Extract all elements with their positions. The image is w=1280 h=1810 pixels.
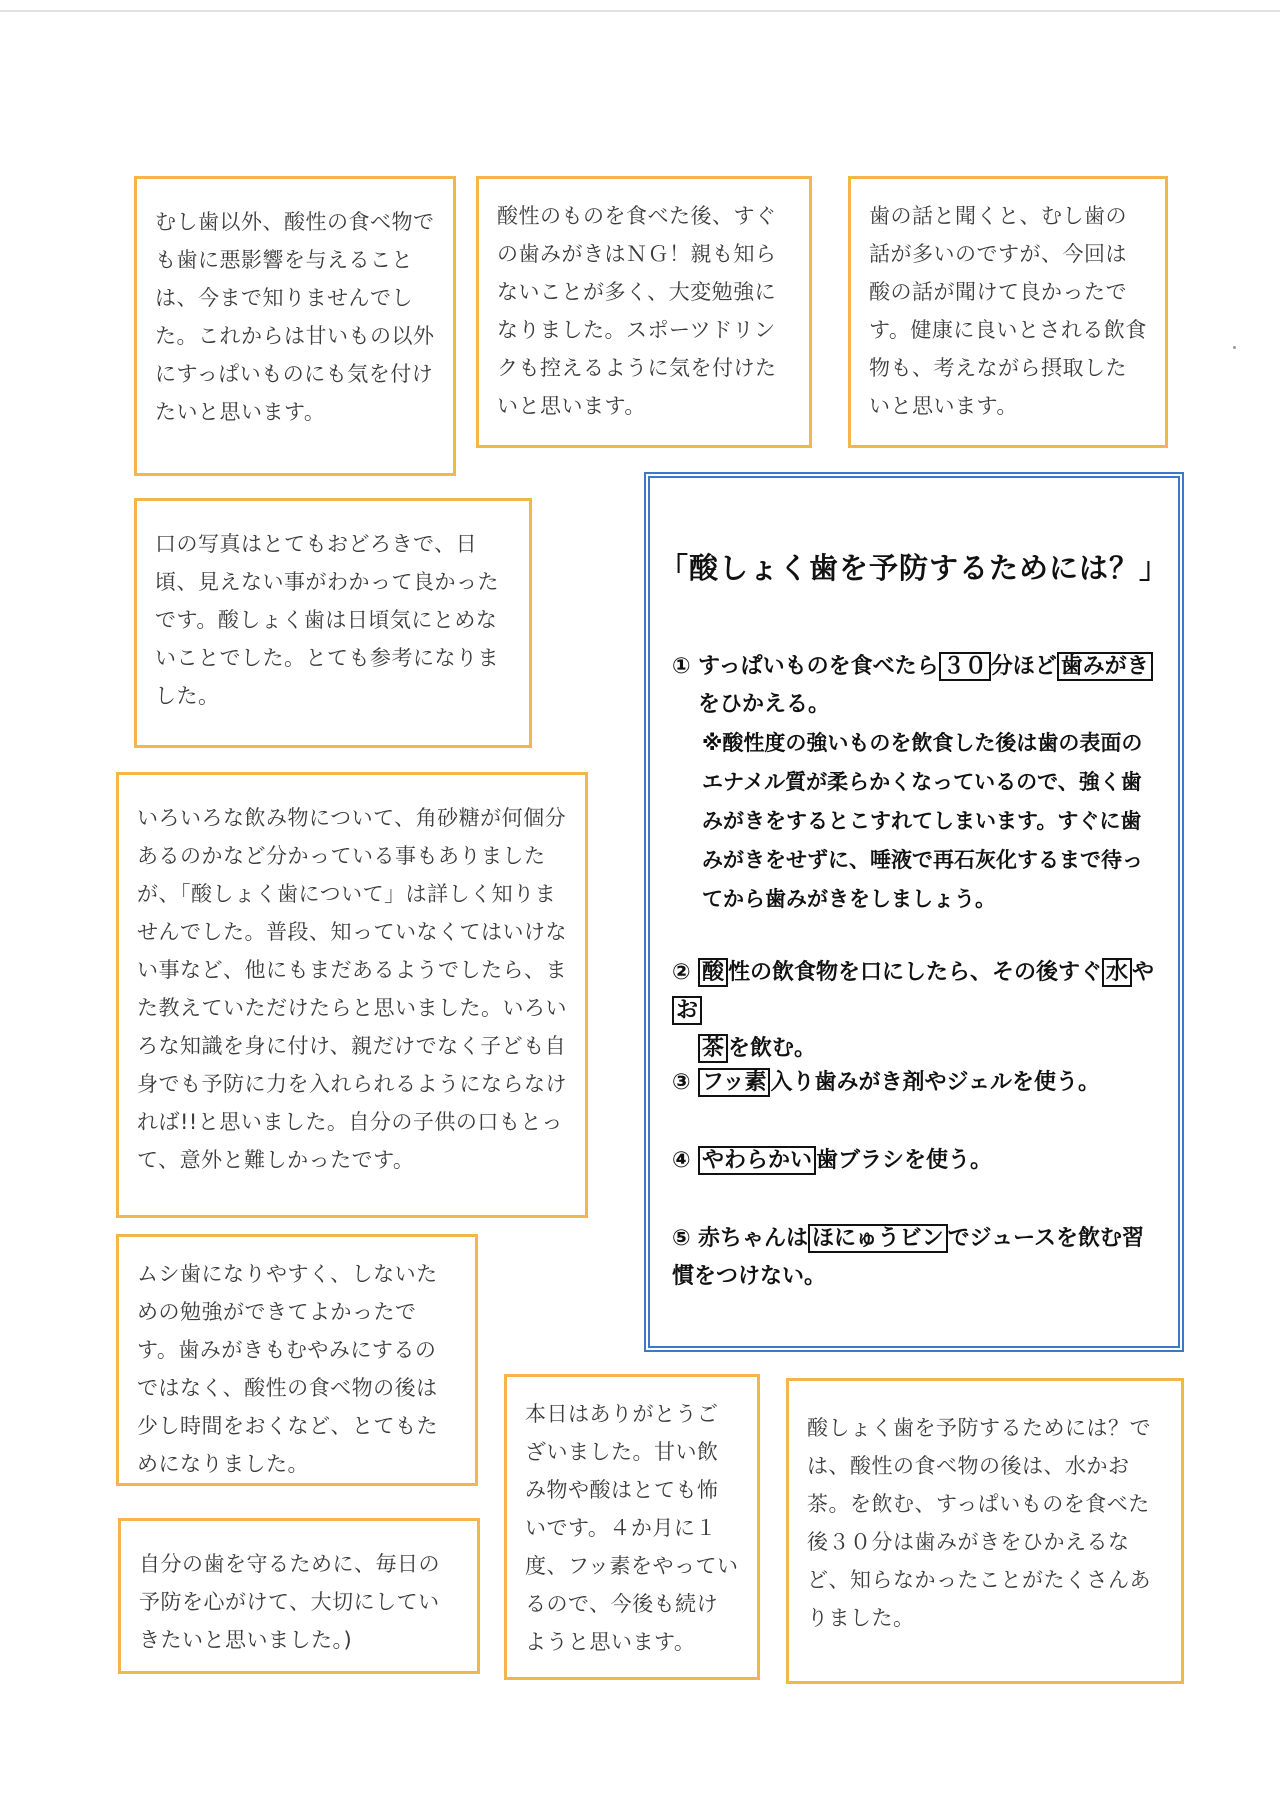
tip-4	[672, 1142, 1160, 1180]
tip-3-boxed-fluoride: フッ素	[698, 1068, 770, 1097]
comment-card-1: むし歯以外、酸性の食べ物でも歯に悪影響を与えることは、今まで知りませんでした。これからは甘いもの以外にすっぱいものにも気を付けたいと思います。	[134, 176, 456, 476]
tip-3-number: ③	[672, 1070, 691, 1095]
tip-2-text-g: を飲む。	[728, 1036, 817, 1061]
comment-card-7: 自分の歯を守るために、毎日の予防を心がけて、大切にしていきたいと思いました。)	[118, 1518, 480, 1674]
comment-card-9: 酸しょく歯を予防するためには？では、酸性の食べ物の後は、水かお茶。を飲む、すっぱいものを食べた後３０分は歯みがきをひかえるなど、知らなかったことがたくさんありました。	[786, 1378, 1184, 1684]
tip-2-text-d: や	[1132, 960, 1155, 985]
tip-5-text-a: 赤ちゃんは	[698, 1226, 809, 1251]
tip-1-text-e: をひかえる。	[698, 692, 831, 717]
tip-4-text-b: 歯ブラシを使う。	[816, 1148, 993, 1173]
tip-2-boxed-o: お	[672, 996, 702, 1025]
tip-3	[672, 1064, 1160, 1102]
comment-card-8: 本日はありがとうございました。甘い飲み物や酸はとても怖いです。４か月に１度、フッ素をやっているので、今後も続けようと思います。	[504, 1374, 760, 1680]
tip-2-boxed-water: 水	[1102, 958, 1132, 987]
tip-1	[672, 648, 1160, 919]
tip-5-number: ⑤	[672, 1226, 691, 1251]
speck	[1233, 346, 1236, 349]
tip-2-boxed-acid: 酸	[698, 958, 728, 987]
comment-card-3: 歯の話と聞くと、むし歯の話が多いのですが、今回は酸の話が聞けて良かったです。健康に良いとされる飲食物も、考えながら摂取したいと思います。	[848, 176, 1168, 448]
comment-card-5: いろいろな飲み物について、角砂糖が何個分あるのかなど分かっている事もありましたが、「酸しょく歯について」は詳しく知りませんでした。普段、知っていなくてはいけない事など、他にもまだあるようでしたら、また教えていただけたらと思いました。いろいろな知識を身に付け、親だけでなく子ども自身でも予防に力を入れられるようにならなければ!!と思いました。自分の子供の口もとって、意外と難しかったです。	[116, 772, 588, 1218]
tip-1-text-a: すっぱいものを食べたら	[698, 654, 939, 679]
top-edge-line	[0, 10, 1280, 12]
comment-card-6: ムシ歯になりやすく、しないための勉強ができてよかったです。歯みがきもむやみにするのではなく、酸性の食べ物の後は少し時間をおくなど、とてもためになりました。	[116, 1234, 478, 1486]
comment-card-2: 酸性のものを食べた後、すぐの歯みがきはＮＧ！親も知らないことが多く、大変勉強になりました。スポーツドリンクも控えるように気を付けたいと思います。	[476, 176, 812, 448]
tip-4-boxed-soft: やわらかい	[698, 1146, 816, 1175]
tip-5-boxed-bottle: ほにゅうビン	[808, 1224, 948, 1253]
tip-5-text-c: でジュースを飲む習慣をつけない。	[672, 1226, 1145, 1289]
tip-1-number: ①	[672, 654, 691, 679]
tip-2	[672, 954, 1160, 1068]
tip-2-text-b: 性の飲食物を口にしたら、その後すぐ	[728, 960, 1103, 985]
tip-1-boxed-time: ３０	[939, 652, 991, 681]
tip-3-text-b: 入り歯みがき剤やジェルを使う。	[770, 1070, 1101, 1095]
tip-5	[672, 1220, 1160, 1296]
tip-1-boxed-brushing: 歯みがき	[1057, 652, 1153, 681]
prevention-tips-box	[644, 472, 1184, 1352]
tip-1-note: ※酸性度の強いものを飲食した後は歯の表面のエナメル質が柔らかくなっているので、強く歯みがきをするとこすれてしまいます。すぐに歯みがきをせずに、唾液で再石灰化するまで待ってから歯みがきをしましょう。	[702, 731, 1143, 911]
tips-title: 「酸しょく歯を予防するためには？」	[658, 551, 1169, 585]
comment-card-4: 口の写真はとてもおどろきで、日頃、見えない事がわかって良かったです。酸しょく歯は日頃気にとめないことでした。とても参考になりました。	[134, 498, 532, 748]
tip-4-number: ④	[672, 1148, 691, 1173]
tip-2-boxed-tea: 茶	[698, 1034, 728, 1063]
tip-2-number: ②	[672, 960, 691, 985]
tip-1-text-c: 分ほど	[990, 654, 1057, 679]
